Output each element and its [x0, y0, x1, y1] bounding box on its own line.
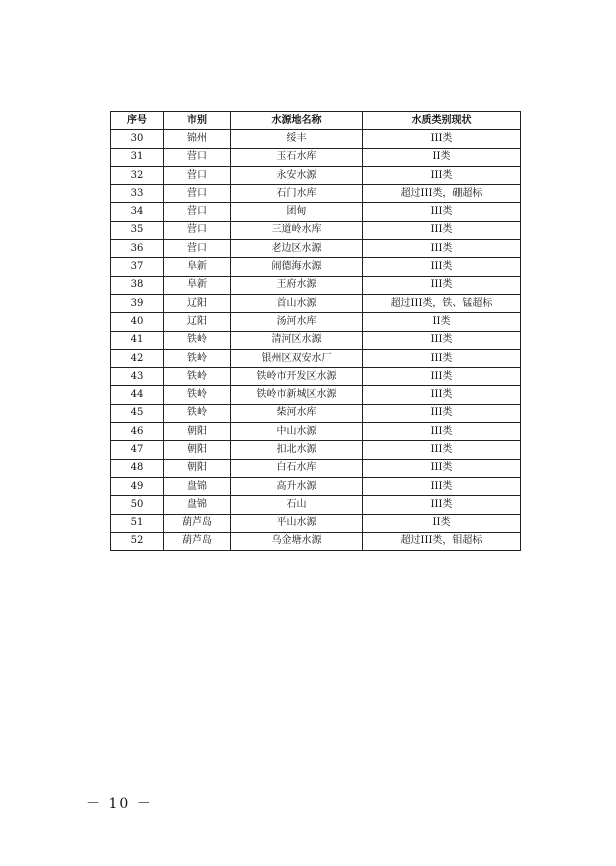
- table-row: [111, 386, 521, 404]
- water-source-table: [110, 111, 521, 551]
- cell-name: 高升水源: [231, 477, 363, 495]
- cell-seq: 31: [111, 148, 164, 166]
- cell-status: III类: [363, 276, 521, 294]
- cell-status: III类: [363, 203, 521, 221]
- cell-name: 团甸: [231, 203, 363, 221]
- cell-name: 首山水源: [231, 294, 363, 312]
- table-row: [111, 331, 521, 349]
- header-city: 市别: [164, 112, 231, 130]
- cell-status: III类: [363, 258, 521, 276]
- cell-seq: 48: [111, 459, 164, 477]
- cell-status: III类: [363, 349, 521, 367]
- cell-name: 绥丰: [231, 130, 363, 148]
- cell-city: 辽阳: [164, 294, 231, 312]
- table-row: [111, 349, 521, 367]
- cell-city: 葫芦岛: [164, 514, 231, 532]
- cell-city: 营口: [164, 203, 231, 221]
- table-row: [111, 441, 521, 459]
- table-row: [111, 423, 521, 441]
- cell-name: 铁岭市新城区水源: [231, 386, 363, 404]
- cell-name: 铁岭市开发区水源: [231, 368, 363, 386]
- cell-city: 锦州: [164, 130, 231, 148]
- cell-city: 营口: [164, 221, 231, 239]
- cell-seq: 35: [111, 221, 164, 239]
- table-row: [111, 221, 521, 239]
- cell-name: 柴河水库: [231, 404, 363, 422]
- cell-status: III类: [363, 477, 521, 495]
- cell-status: III类: [363, 423, 521, 441]
- cell-seq: 36: [111, 240, 164, 258]
- table-row: [111, 459, 521, 477]
- cell-status: III类: [363, 459, 521, 477]
- cell-seq: 49: [111, 477, 164, 495]
- table-row: [111, 313, 521, 331]
- page-number: － 10 －: [86, 796, 153, 812]
- cell-seq: 41: [111, 331, 164, 349]
- cell-seq: 52: [111, 532, 164, 550]
- cell-city: 朝阳: [164, 459, 231, 477]
- cell-seq: 30: [111, 130, 164, 148]
- cell-city: 营口: [164, 185, 231, 203]
- cell-status: II类: [363, 514, 521, 532]
- header-name: 水源地名称: [231, 112, 363, 130]
- cell-seq: 38: [111, 276, 164, 294]
- cell-name: 银州区双安水厂: [231, 349, 363, 367]
- cell-status: 超过III类，钼超标: [363, 532, 521, 550]
- cell-city: 盘锦: [164, 477, 231, 495]
- header-status: 水质类别现状: [363, 112, 521, 130]
- table-row: [111, 148, 521, 166]
- cell-seq: 45: [111, 404, 164, 422]
- cell-city: 铁岭: [164, 331, 231, 349]
- cell-status: III类: [363, 386, 521, 404]
- cell-name: 平山水源: [231, 514, 363, 532]
- cell-seq: 33: [111, 185, 164, 203]
- table-row: [111, 166, 521, 184]
- table-row: [111, 496, 521, 514]
- cell-name: 石山: [231, 496, 363, 514]
- cell-status: II类: [363, 148, 521, 166]
- table-row: [111, 258, 521, 276]
- cell-name: 永安水源: [231, 166, 363, 184]
- cell-name: 玉石水库: [231, 148, 363, 166]
- table-row: [111, 294, 521, 312]
- cell-city: 辽阳: [164, 313, 231, 331]
- cell-status: 超过III类，铁、锰超标: [363, 294, 521, 312]
- cell-city: 铁岭: [164, 349, 231, 367]
- cell-city: 铁岭: [164, 368, 231, 386]
- header-seq: 序号: [111, 112, 164, 130]
- cell-name: 乌金塘水源: [231, 532, 363, 550]
- cell-status: III类: [363, 404, 521, 422]
- cell-status: 超过III类，硼超标: [363, 185, 521, 203]
- cell-name: 汤河水库: [231, 313, 363, 331]
- cell-seq: 44: [111, 386, 164, 404]
- table-row: [111, 203, 521, 221]
- cell-status: III类: [363, 166, 521, 184]
- cell-seq: 42: [111, 349, 164, 367]
- cell-name: 老边区水源: [231, 240, 363, 258]
- cell-city: 阜新: [164, 276, 231, 294]
- cell-name: 石门水库: [231, 185, 363, 203]
- cell-seq: 47: [111, 441, 164, 459]
- cell-seq: 37: [111, 258, 164, 276]
- table-row: [111, 514, 521, 532]
- cell-city: 铁岭: [164, 386, 231, 404]
- cell-city: 营口: [164, 148, 231, 166]
- cell-name: 扣北水源: [231, 441, 363, 459]
- cell-seq: 32: [111, 166, 164, 184]
- cell-status: III类: [363, 130, 521, 148]
- table-row: [111, 404, 521, 422]
- table-body: [111, 130, 521, 551]
- cell-name: 中山水源: [231, 423, 363, 441]
- cell-city: 铁岭: [164, 404, 231, 422]
- cell-status: III类: [363, 240, 521, 258]
- table-row: [111, 185, 521, 203]
- cell-name: 白石水库: [231, 459, 363, 477]
- cell-seq: 43: [111, 368, 164, 386]
- cell-city: 营口: [164, 240, 231, 258]
- cell-status: III类: [363, 441, 521, 459]
- table-row: [111, 532, 521, 550]
- cell-name: 三道岭水库: [231, 221, 363, 239]
- cell-seq: 51: [111, 514, 164, 532]
- cell-name: 王府水源: [231, 276, 363, 294]
- cell-status: III类: [363, 496, 521, 514]
- cell-name: 闹德海水源: [231, 258, 363, 276]
- cell-seq: 34: [111, 203, 164, 221]
- cell-city: 朝阳: [164, 423, 231, 441]
- table-row: [111, 477, 521, 495]
- table-row: [111, 130, 521, 148]
- cell-city: 朝阳: [164, 441, 231, 459]
- cell-status: III类: [363, 221, 521, 239]
- table-row: [111, 276, 521, 294]
- table-row: [111, 368, 521, 386]
- table-row: [111, 240, 521, 258]
- cell-city: 阜新: [164, 258, 231, 276]
- cell-seq: 46: [111, 423, 164, 441]
- table-header-row: [111, 112, 521, 130]
- cell-city: 葫芦岛: [164, 532, 231, 550]
- cell-city: 营口: [164, 166, 231, 184]
- cell-status: III类: [363, 368, 521, 386]
- cell-city: 盘锦: [164, 496, 231, 514]
- cell-status: II类: [363, 313, 521, 331]
- cell-name: 清河区水源: [231, 331, 363, 349]
- cell-status: III类: [363, 331, 521, 349]
- cell-seq: 50: [111, 496, 164, 514]
- cell-seq: 40: [111, 313, 164, 331]
- cell-seq: 39: [111, 294, 164, 312]
